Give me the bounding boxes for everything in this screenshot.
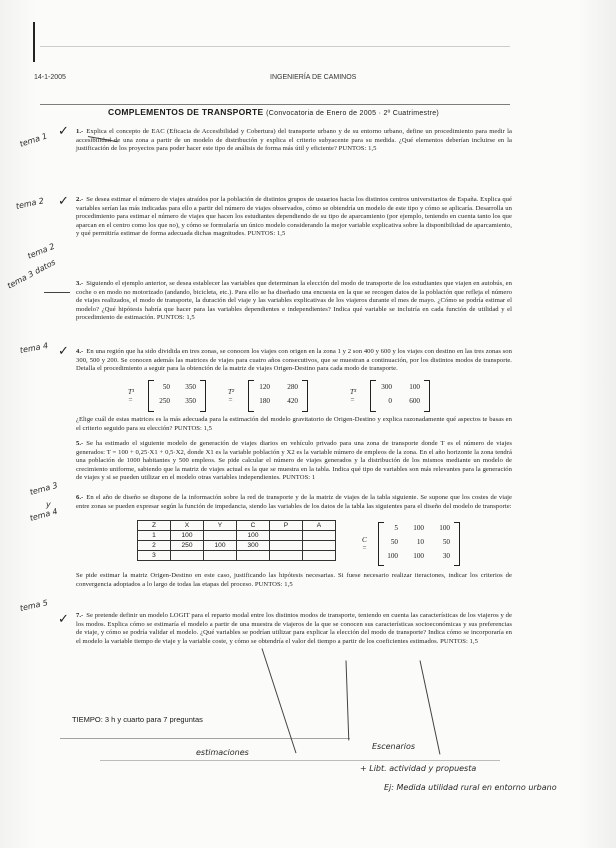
checkmark-icon: ✓ — [58, 612, 69, 627]
scan-line-top — [40, 46, 510, 47]
handwritten-note: tema 2 — [26, 241, 57, 261]
scanned-page: 14-1-2005 INGENIERÍA DE CAMINOS COMPLEMENTOS DE TRANSPORTE (Convocatoria de Enero de 2005 · 2º Cuatrimestre) 1.- Explica el concepto de EAC (Eficacia de Accesibilidad y Cobertura) del transporte urbano y de su entorno urbano, define un procedimiento para medir la accesibilidad de una zona a partir de un modelo de distribución y explica el criterio subyacente para su medida. ¿Qué elementos deberían incluirse en la justificación de los proyectos para poder hacer este tipo de análisis de forma más útil y eficiente? PUNTOS: 1,5 2.- Se desea estimar el número de viajes atraídos por la población de distintos grupos de usuarios hacia los distintos centros universitarios de España. Explica qué variables serían las más indicadas para ello a partir del número de viajes observados, cómo se obtendría un modelo de este tipo y cómo se aplicaría. Desarrolla un procedimiento para estimar el número de viajes que hacen los estudiantes dependiendo de su tipo de aparcamiento (por ejemplo, teniendo en cuenta tanto los que aparcan en el centro como los que no), y cómo se formularía un único modelo considerando la mejor variable explicativa sobre la disponibilidad de aparcamiento, y qué permitiría estimar de forma adecuada dichas magnitudes. PUNTOS: 1,5 3.- Siguiendo el ejemplo anterior, se desea establecer las variables que determinan la elección del modo de transporte de los estudiantes que viajen en autobús, en coche o en modo no motorizado (andando, bicicleta, etc.). Para ello se ha diseñado una encuesta en la que se recogen datos de la población que refleja el número de viajes realizados, el modo de transporte, la duración del viaje y las variables explicativas de los viajeros durante el mes de mayo. ¿Cómo se podría estimar el modelo? ¿Qué hipótesis habría que hacer para las variables dependientes e independientes? Indica qué variable se incluiría en cada función de utilidad y el procedimiento de estimación. PUNTOS: 1,5 4.- En una región que ha sido dividida en tres zonas, se conocen los viajes con origen en la zona 1 y 2 son 400 y 600 y los viajes con destino en las tres zonas son 300, 500 y 200. Se conocen además las matrices de viajes para cuatro años consecutivos, que se muestran a continuación, por los distintos modos de transporte. Detalla el procedimiento a seguir para la obtención de la matriz de viajes Origen-Destino para cada modo de transporte. T¹ = 50 350 250 350 T² = 120 280 180 420 T³ = 300 100 0 600 ¿Elige cuál de estas matrices es la más adecuada para la estimación del modelo gravitatorio de Origen-Destino y explica razonadamente qué aspectos te basas en el criterio seguido para su elección? PUNTOS: 1,5 5.- Se ha estimado el siguiente modelo de generación de viajes diarios en vehículo privado para una zona de transporte donde T es el número de viajes generados: T = 100 + 0,25·X1 + 0,5·X2, donde X1 es la variable población y X2 es la variable número de empleos de la zona. En el año horizonte la zona tendrá una población de 1000 habitantes y 500 empleos. Se pide calcular el número de viajes generados y la distribución de los mismos mediante un modelo de crecimiento uniforme, sabiendo que la matriz de viajes actual es la que se muestra en la tabla. Indica qué tipo de variables son más relevantes para la generación de viajes y si se pueden utilizar en el modelo otras variables independientes. PUNTOS: 1 6.- En el año de diseño se dispone de la información sobre la red de transporte y de la matriz de viajes de la tabla siguiente. Se supone que los costes de viaje entre zonas se pueden expresar según la función de impedancia, siendo las variables de los datos de la tabla las siguientes para el diseño del modelo de transporte: Z X Y C P A 1 100 100 2 250 100 300 3 C = 5 100 100 50 10 50 100 100 30 Se pide estimar la matriz Origen-Destino en este caso, justificando las hipótesis necesarias. Si fuese necesario realizar iteraciones, indicar los criterios de convergencia adoptados a lo largo de todas las etapas del proceso. PUNTOS: 1,5 7.- Se pretende definir un modelo LOGIT para el reparto modal entre los distintos modos de transporte, teniendo en cuenta las características de los viajeros y de los modos. Explica cómo se estimaría el modelo a partir de una muestra de viajeros de la que se conocen sus características socioeconómicas y sus preferencias de viaje, y cómo se podría validar el modelo. ¿Qué variables se podrían utilizar para explicar la elección del modo de transporte? Indica cómo se incorporaría en el modelo la variable tiempo de viaje y la variable coste, y cómo se obtendría el valor del tiempo a partir de los coeficientes estimados. PUNTOS: 1,5 TIEMPO: 3 h y cuarto para 7 preguntas tema 1 tema 2 tema 2 tema 3 datos tema 4 tema 3 y tema 4 tema 5 estimaciones Escenarios + Libt. actividad y propuesta Ej: Medida utilidad rural en entorno urbano ✓ ✓ ✓ ✓ — [0, 0, 616, 848]
handwritten-note: Escenarios — [372, 742, 416, 751]
question-7: 7.- Se pretende definir un modelo LOGIT para el reparto modal entre los distintos modos de transporte, teniendo en cuenta las características de los viajeros y de los modos. Explica cómo se estimaría el modelo a partir de una muestra de viajeros de la que se conocen sus características socioeconómicas y sus preferencias de viaje, y cómo se podría validar el modelo. ¿Qué variables se podrían utilizar para explicar la elección del modo de transporte? Indica cómo se incorporaría en el modelo la variable tiempo de viaje y la variable coste, y cómo se obtendría el valor del tiempo a partir de los coeficientes estimados. PUNTOS: 1,5 — [76, 612, 512, 645]
question-1: 1.- Explica el concepto de EAC (Eficacia de Accesibilidad y Cobertura) del transporte urbano y de su entorno urbano, define un procedimiento para medir la accesibilidad de una zona a partir de un modelo de distribución y explica el criterio subyacente para su medida. ¿Qué elementos deberían incluirse en la justificación de los proyectos para poder hacer este tipo de análisis de forma más útil y eficiente? PUNTOS: 1,5 — [76, 128, 512, 153]
zone-table — [137, 520, 336, 561]
table-row: 2 250 100 300 — [138, 541, 336, 551]
question-6: 6.- En el año de diseño se dispone de la información sobre la red de transporte y de la matriz de viajes de la tabla siguiente. Se supone que los costes de viaje entre zonas se pueden expresar según la función de impedancia, siendo las variables de los datos de la tabla las siguientes para el diseño del modelo de transporte: — [76, 494, 512, 510]
scan-line-bottom — [100, 760, 500, 761]
exam-title-sub: (Convocatoria de Enero de 2005 · 2º Cuatrimestre) — [266, 110, 440, 117]
handwritten-note: tema 3 datos — [5, 257, 58, 291]
question-6-continued: Se pide estimar la matriz Origen-Destino en este caso, justificando las hipótesis necesarias. Si fuese necesario realizar iteraciones, indicar los criterios de convergencia adoptados a lo largo de todas las etapas del proceso. PUNTOS: 1,5 — [76, 572, 512, 588]
exam-title — [108, 107, 508, 117]
handwritten-arrow — [44, 292, 70, 293]
handwritten-note: tema 4 — [19, 341, 49, 355]
question-4-continued: ¿Elige cuál de estas matrices es la más adecuada para la estimación del modelo gravitatorio de Origen-Destino y explica razonadamente qué aspectos te basas en el criterio seguido para su elección? PUNTOS: 1,5 — [76, 416, 512, 432]
question-5: 5.- Se ha estimado el siguiente modelo de generación de viajes diarios en vehículo privado para una zona de transporte donde T es el número de viajes generados: T = 100 + 0,25·X1 + 0,5·X2, donde X1 es la variable población y X2 es la variable número de empleos de la zona. En el año horizonte la zona tendrá una población de 1000 habitantes y 500 empleos. Se pide calcular el número de viajes generados y la distribución de los mismos mediante un modelo de crecimiento uniforme, sabiendo que la matriz de viajes actual es la que se muestra en la tabla. Indica qué tipo de variables son más relevantes para la generación de viajes y si se pueden utilizar en el modelo otras variables independientes. PUNTOS: 1 — [76, 440, 512, 482]
handwritten-arrow — [420, 660, 441, 754]
handwritten-note: + Libt. actividad y propuesta — [360, 764, 477, 773]
table-row: 1 100 100 — [138, 531, 336, 541]
checkmark-icon: ✓ — [58, 124, 69, 139]
handwritten-note: tema 2 — [15, 196, 45, 211]
question-4: 4.- En una región que ha sido dividida en tres zonas, se conocen los viajes con origen en la zona 1 y 2 son 400 y 600 y los viajes con destino en las tres zonas son 300, 500 y 200. Se conocen además las matrices de viajes para cuatro años consecutivos, que se muestran a continuación, por los distintos modos de transporte. Detalla el procedimiento a seguir para la obtención de la matriz de viajes Origen-Destino para cada modo de transporte. — [76, 348, 512, 373]
checkmark-icon: ✓ — [58, 344, 69, 359]
handwritten-note: tema 5 — [19, 598, 49, 613]
handwritten-note: Ej: Medida utilidad rural en entorno urbano — [384, 783, 557, 792]
question-2: 2.- Se desea estimar el número de viajes atraídos por la población de distintos grupos de usuarios hacia los distintos centros universitarios de España. Explica qué variables serían las más indicadas para ello a partir del número de viajes observados, cómo se obtendría un modelo de este tipo y cómo se aplicaría. Desarrolla un procedimiento para estimar el número de viajes que hacen los estudiantes dependiendo de su tipo de aparcamiento (por ejemplo, teniendo en cuenta tanto los que aparcan en el centro como los que no), y cómo se formularía un único modelo considerando la mejor variable explicativa sobre la disponibilidad de aparcamiento, y qué permitiría estimar de forma adecuada dichas magnitudes. PUNTOS: 1,5 — [76, 196, 512, 238]
handwritten-note: tema 3 — [28, 480, 59, 497]
handwritten-note: y — [46, 500, 51, 509]
margin-mark — [33, 22, 35, 62]
exam-title-main: COMPLEMENTOS DE TRANSPORTE — [108, 107, 264, 117]
table-row: 3 — [138, 551, 336, 561]
header-code: INGENIERÍA DE CAMINOS — [270, 74, 357, 81]
handwritten-note: tema 1 — [18, 131, 49, 149]
scan-line-header — [40, 104, 510, 105]
handwritten-note: estimaciones — [196, 748, 249, 757]
checkmark-icon: ✓ — [58, 194, 69, 209]
zone-table-header: Z X Y C P A — [138, 521, 336, 531]
scan-line-footer — [60, 738, 350, 739]
exam-footer: TIEMPO: 3 h y cuarto para 7 preguntas — [72, 715, 203, 724]
question-3: 3.- Siguiendo el ejemplo anterior, se desea establecer las variables que determinan la elección del modo de transporte de los estudiantes que viajen en autobús, en coche o en modo no motorizado (andando, bicicleta, etc.). Para ello se ha diseñado una encuesta en la que se recogen datos de la población que refleja el número de viajes realizados, el modo de transporte, la duración del viaje y las variables explicativas de los viajeros durante el mes de mayo. ¿Cómo se podría estimar el modelo? ¿Qué hipótesis habría que hacer para las variables dependientes e independientes? Indica qué variable se incluiría en cada función de utilidad y el procedimiento de estimación. PUNTOS: 1,5 — [76, 280, 512, 322]
header-date: 14-1-2005 — [34, 74, 66, 81]
handwritten-note: tema 4 — [28, 506, 59, 523]
handwritten-arrow — [346, 660, 350, 740]
